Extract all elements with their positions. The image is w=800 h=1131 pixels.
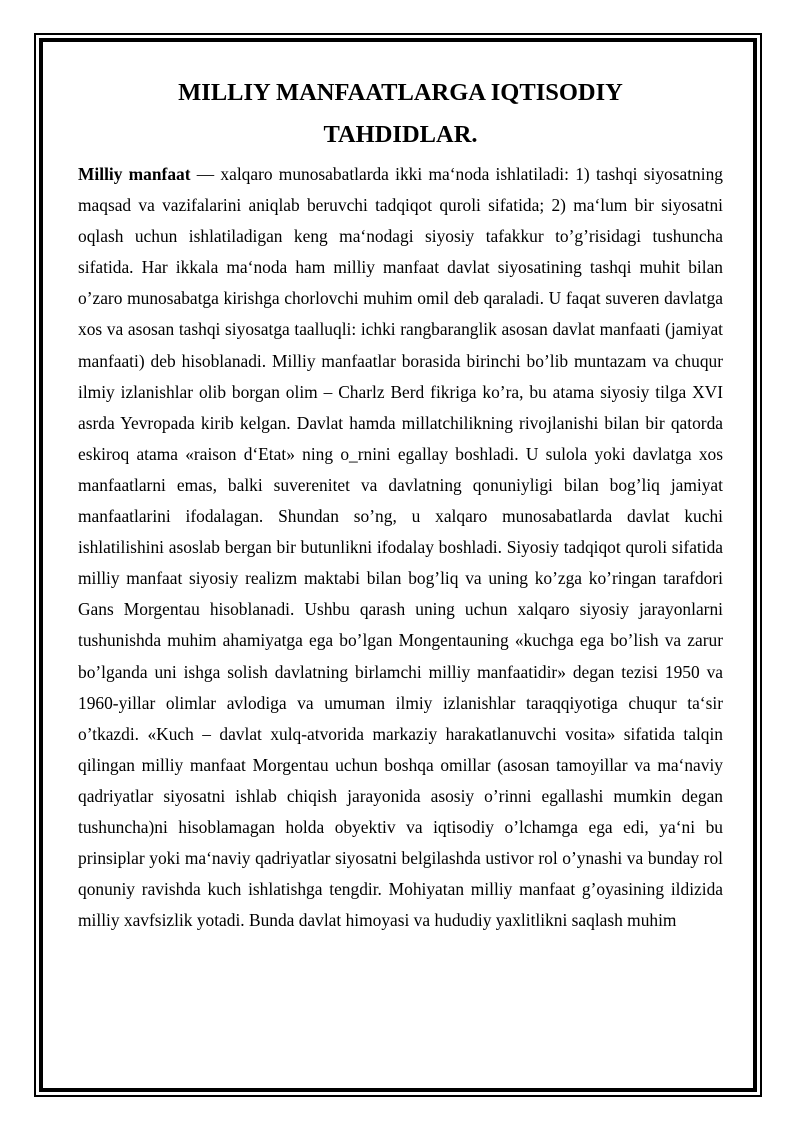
document-content — [78, 72, 723, 936]
title-line-2: TAHDIDLAR. — [323, 121, 478, 148]
page-title — [78, 72, 723, 156]
paragraph-text: — xalqaro munosabatlarda ikki maʻnoda ishlatiladi: 1) tashqi siyosatning maqsad va vazifalarini aniqlab beruvchi tadqiqot quroli sifatida; 2) maʻlum bir siyosatni oqlash uchun ishlatiladigan keng maʻnodagi siyosiy tafakkur to’g’risidagi tushuncha sifatida. Har ikkala maʻnoda ham milliy manfaat davlat siyosatining tashqi muhit bilan o’zaro munosabatga kirishga chorlovchi muhim omil deb qaraladi. U faqat suveren davlatga xos va asosan tashqi siyosatga taalluqli: ichki rangbaranglik asosan davlat manfaati (jamiyat manfaati) deb hisoblanadi. Milliy manfaatlar borasida birinchi bo’lib muntazam va chuqur ilmiy izlanishlar olib borgan olim – Charlz Berd fikriga ko’ra, bu atama siyosiy tilga XVI asrda Yevropada kirib kelgan. Davlat hamda millatchilikning rivojlanishi bilan bir qatorda eskiroq atama «raison d‘Etat» ning o_rnini egallay boshladi. U sulola yoki davlatga xos manfaatlarni emas, balki suverenitet va davlatning qonuniyligi bilan bog’liq jamiyat manfaatlarini ifodalagan. Shundan so’ng, u xalqaro munosabatlarda davlat kuchi ishlatilishini asoslab bergan bir butunlikni ifodalay boshladi. Siyosiy tadqiqot quroli sifatida milliy manfaat siyosiy realizm maktabi bilan bog’liq va uning ko’zga ko’ringan tarafdori Gans Morgentau hisoblanadi. Ushbu qarash uning uchun xalqaro siyosiy jarayonlarni tushunishda muhim ahamiyatga ega bo’lgan Mongentauning «kuchga ega bo’lish va zarur bo’lganda uni ishga solish davlatning birlamchi milliy manfaatidir» degan tezisi 1950 va 1960-yillar olimlar avlodiga va umuman ilmiy izlanishlar taraqqiyotiga chuqur taʻsir o’tkazdi. «Kuch – davlat xulq-atvorida markaziy harakatlanuvchi vosita» sifatida talqin qilingan milliy manfaat Morgentau uchun boshqa omillar (asosan tamoyillar va maʻnaviy qadriyatlar siyosatni ishlab chiqish jarayonida asosiy o’rinni egallashi mumkin degan tushuncha)ni hisoblamagan holda obyektiv va iqtisodiy o’lchamga ega edi, yaʻni bu prinsiplar yoki maʻnaviy qadriyatlar siyosatni belgilashda ustivor rol o’ynashi va bunday rol qonuniy ravishda kuch ishlatishga tengdir. Mohiyatan milliy manfaat g’oyasining ildizida milliy xavfsizlik yotadi. Bunda davlat himoyasi va hududiy yaxlitlikni saqlash muhim — [78, 164, 723, 931]
title-line-1: MILLIY MANFAATLARGA IQTISODIY — [178, 79, 623, 106]
defined-term: Milliy manfaat — [78, 164, 191, 184]
body-paragraph — [78, 159, 723, 936]
